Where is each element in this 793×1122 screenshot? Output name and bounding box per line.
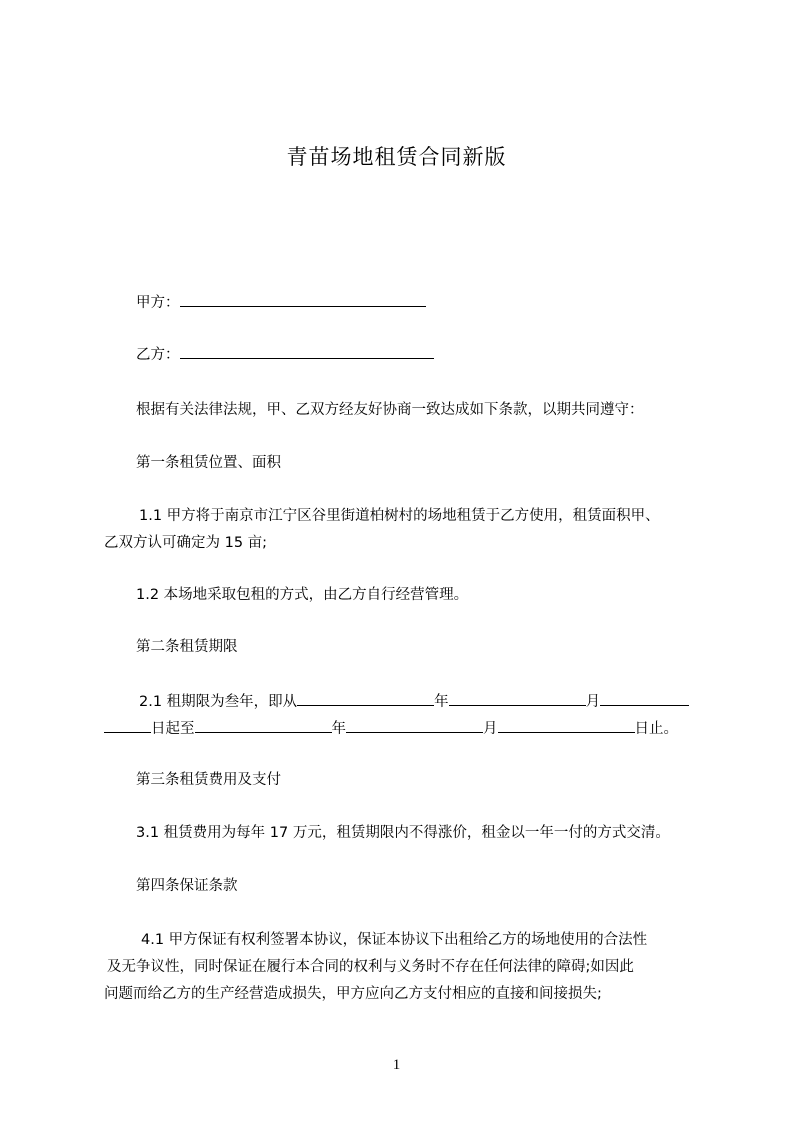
article-1-heading: 第一条租赁位置、面积 [136, 455, 281, 471]
article-4-heading: 第四条保证条款 [136, 878, 238, 894]
start-year-blank [297, 691, 434, 706]
clause-2-1-line-2 [104, 718, 678, 739]
start-month-blank [449, 691, 586, 706]
end-year-label: 年 [331, 721, 346, 737]
end-month-blank [346, 718, 483, 733]
start-year-label: 年 [434, 694, 449, 710]
party-b-blank [180, 344, 434, 359]
clause-3-1: 3.1 租赁费用为每年 17 万元，租赁期限内不得涨价，租金以一年一付的方式交清。 [136, 825, 670, 841]
day-end-label: 日止。 [634, 721, 678, 737]
party-a-line [136, 292, 426, 313]
clause-1-2: 1.2 本场地采取包租的方式，由乙方自行经营管理。 [136, 587, 469, 603]
preamble: 根据有关法律法规，甲、乙双方经友好协商一致达成如下条款，以期共同遵守： [136, 402, 644, 418]
document-title: 青苗场地租赁合同新版 [286, 145, 507, 169]
page-number: 1 [392, 1057, 401, 1073]
clause-2-1-prefix: 2.1 租期限为叁年，即从 [139, 694, 298, 710]
clause-1-1-line-2: 乙双方认可确定为 15 亩; [104, 535, 268, 551]
day-from-label: 日起至 [151, 721, 195, 737]
party-a-blank [180, 292, 426, 307]
start-day-blank-part1 [600, 691, 689, 706]
article-3-heading: 第三条租赁费用及支付 [136, 772, 281, 788]
end-day-blank [498, 718, 635, 733]
clause-4-1-line-2: 及无争议性，同时保证在履行本合同的权利与义务时不存在任何法律的障碍;如因此 [107, 959, 634, 975]
party-a-label: 甲方： [136, 295, 180, 311]
clause-4-1-line-3: 问题而给乙方的生产经营造成损失，甲方应向乙方支付相应的直接和间接损失; [104, 986, 602, 1002]
end-year-blank [195, 718, 332, 733]
party-b-line [136, 344, 434, 365]
clause-1-1-line-1: 1.1 甲方将于南京市江宁区谷里街道柏树村的场地租赁于乙方使用，租赁面积甲、 [139, 508, 660, 524]
clause-2-1-line-1 [139, 691, 689, 712]
article-2-heading: 第二条租赁期限 [136, 639, 238, 655]
start-day-blank-part2 [104, 718, 151, 733]
start-month-label: 月 [585, 694, 601, 710]
party-b-label: 乙方： [136, 347, 180, 363]
clause-4-1-line-1: 4.1 甲方保证有权利签署本协议，保证本协议下出租给乙方的场地使用的合法性 [141, 932, 648, 948]
end-month-label: 月 [483, 721, 498, 737]
